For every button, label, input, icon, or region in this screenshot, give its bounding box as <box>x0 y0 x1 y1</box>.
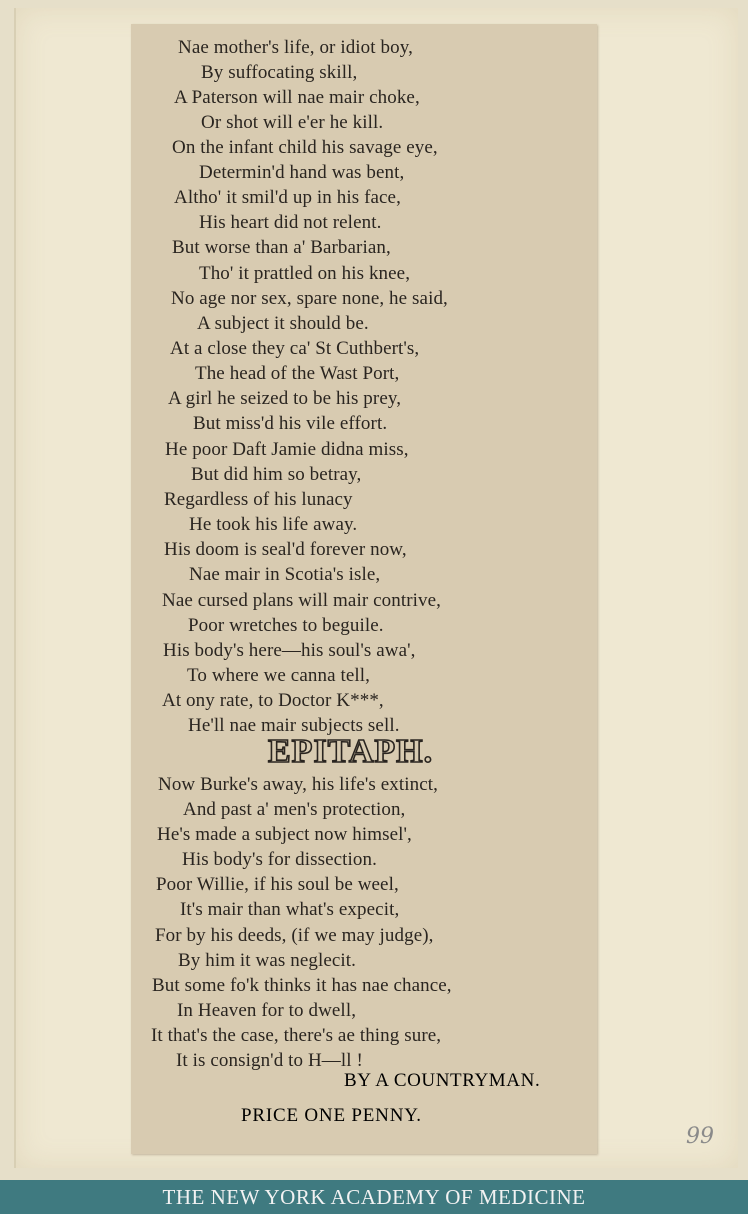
poem-line: But worse than a' Barbarian, <box>172 237 391 258</box>
poem-line: He'll nae mair subjects sell. <box>188 715 400 736</box>
institution-footer <box>0 1180 748 1214</box>
epitaph-line: In Heaven for to dwell, <box>177 1000 357 1021</box>
poem-line: But miss'd his vile effort. <box>193 413 388 434</box>
epitaph-line: Poor Willie, if his soul be weel, <box>156 874 399 895</box>
broadside-clipping <box>131 24 597 1154</box>
institution-name: THE NEW YORK ACADEMY OF MEDICINE <box>162 1185 586 1209</box>
epitaph-line: His body's for dissection. <box>182 849 377 870</box>
poem-line: On the infant child his savage eye, <box>172 137 438 158</box>
poem-line: A subject it should be. <box>197 313 369 334</box>
poem-line: By suffocating skill, <box>201 62 358 83</box>
poem-line: He took his life away. <box>189 514 358 535</box>
epitaph-line: It that's the case, there's ae thing sure, <box>151 1025 442 1046</box>
poem-line: His heart did not relent. <box>199 212 382 233</box>
poem-line: Nae mother's life, or idiot boy, <box>178 37 413 58</box>
poem-line: His doom is seal'd forever now, <box>164 539 407 560</box>
poem-line: His body's here—his soul's awa', <box>163 640 416 661</box>
poem-line: Poor wretches to beguile. <box>188 615 384 636</box>
epitaph-line: Now Burke's away, his life's extinct, <box>158 774 439 795</box>
poem-line: At ony rate, to Doctor K***, <box>162 690 384 711</box>
poem-line: Nae mair in Scotia's isle, <box>189 564 381 585</box>
epitaph-line: It is consign'd to H—ll ! <box>176 1050 363 1071</box>
poem-line: But did him so betray, <box>191 464 362 485</box>
poem-line: A girl he seized to be his prey, <box>168 388 402 409</box>
poem-line: Determin'd hand was bent, <box>199 162 405 183</box>
poem-line: Regardless of his lunacy <box>164 489 353 510</box>
poem-line: Tho' it prattled on his knee, <box>199 263 411 284</box>
author-byline: BY A COUNTRYMAN. <box>344 1070 541 1091</box>
poem-line: To where we canna tell, <box>187 665 370 686</box>
poem-line: Altho' it smil'd up in his face, <box>174 187 401 208</box>
epitaph-line: For by his deeds, (if we may judge), <box>155 925 434 946</box>
poem-line: He poor Daft Jamie didna miss, <box>165 439 409 460</box>
poem-line: No age nor sex, spare none, he said, <box>171 288 448 309</box>
poem-line: Or shot will e'er he kill. <box>201 112 384 133</box>
price-line: PRICE ONE PENNY. <box>241 1105 422 1126</box>
epitaph-line: But some fo'k thinks it has nae chance, <box>152 975 452 996</box>
epitaph-line: And past a' men's protection, <box>183 799 406 820</box>
page-number: 99 <box>686 1124 714 1149</box>
poem-line: Nae cursed plans will mair contrive, <box>162 590 442 611</box>
poem-line: A Paterson will nae mair choke, <box>174 87 420 108</box>
poem-line: The head of the Wast Port, <box>195 363 400 384</box>
epitaph-line: It's mair than what's expecit, <box>180 899 400 920</box>
epitaph-line: He's made a subject now himsel', <box>157 824 412 845</box>
poem-line: At a close they ca' St Cuthbert's, <box>170 338 420 359</box>
epitaph-line: By him it was neglecit. <box>178 950 357 971</box>
epitaph-heading: EPITAPH. <box>268 733 434 770</box>
